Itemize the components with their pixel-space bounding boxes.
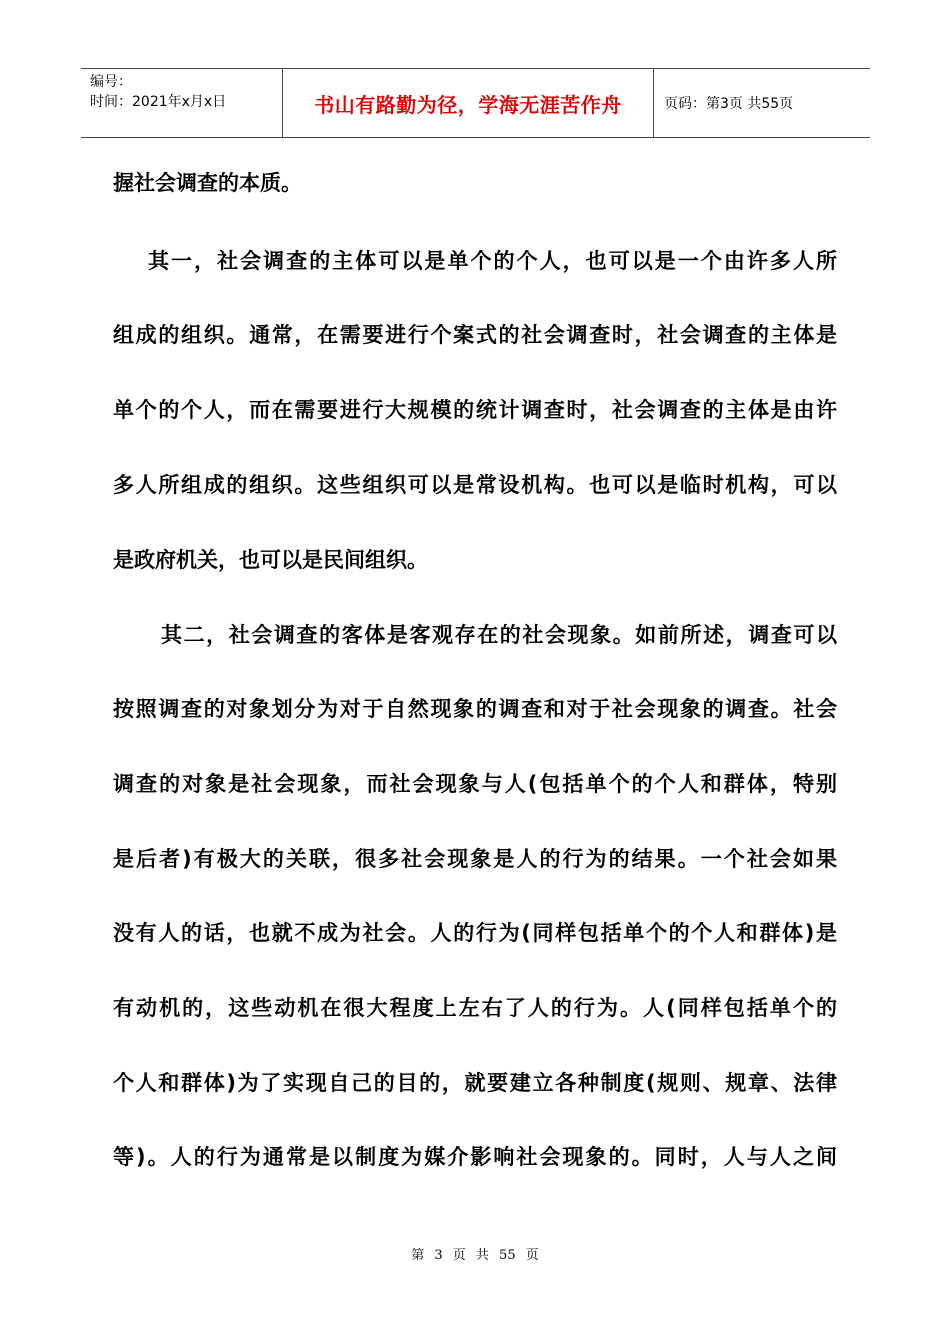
body-line: 组成的组织。通常，在需要进行个案式的社会调查时，社会调查的主体是 [113, 323, 837, 347]
document-header [81, 68, 870, 138]
body-line: 等)。人的行为通常是以制度为媒介影响社会现象的。同时，人与人之间 [113, 1145, 837, 1169]
header-meta [81, 69, 282, 137]
body-line: 按照调查的对象划分为对于自然现象的调查和对于社会现象的调查。社会 [113, 697, 837, 721]
body-line: 个人和群体)为了实现自己的目的，就要建立各种制度(规则、规章、法律 [113, 1071, 837, 1095]
header-page-code: 页码：第3页 共55页 [664, 96, 794, 112]
time-label: 时间：2021年x月x日 [90, 94, 227, 110]
number-label: 编号： [90, 74, 132, 90]
body-line: 单个的个人，而在需要进行大规模的统计调查时，社会调查的主体是由许 [113, 398, 837, 422]
body-line: 是后者)有极大的关联，很多社会现象是人的行为的结果。一个社会如果 [113, 847, 837, 871]
header-motto: 书山有路勤为径，学海无涯苦作舟 [282, 69, 654, 137]
body-line: 没有人的话，也就不成为社会。人的行为(同样包括单个的个人和群体)是 [113, 921, 837, 945]
body-line: 多人所组成的组织。这些组织可以是常设机构。也可以是临时机构，可以 [113, 473, 837, 497]
body-line: 有动机的，这些动机在很大程度上左右了人的行为。人(同样包括单个的 [113, 996, 837, 1020]
paragraph-1-first-line: 其一，社会调查的主体可以是单个的个人，也可以是一个由许多人所 [148, 249, 837, 273]
body-line: 调查的对象是社会现象，而社会现象与人(包括单个的个人和群体，特别 [113, 772, 837, 796]
body-line: 握社会调查的本质。 [113, 171, 302, 195]
paragraph-2-first-line: 其二，社会调查的客体是客观存在的社会现象。如前所述，调查可以 [161, 623, 837, 647]
page-footer: 第 3 页 共 55 页 [411, 1248, 539, 1263]
body-line: 是政府机关，也可以是民间组织。 [113, 548, 428, 572]
